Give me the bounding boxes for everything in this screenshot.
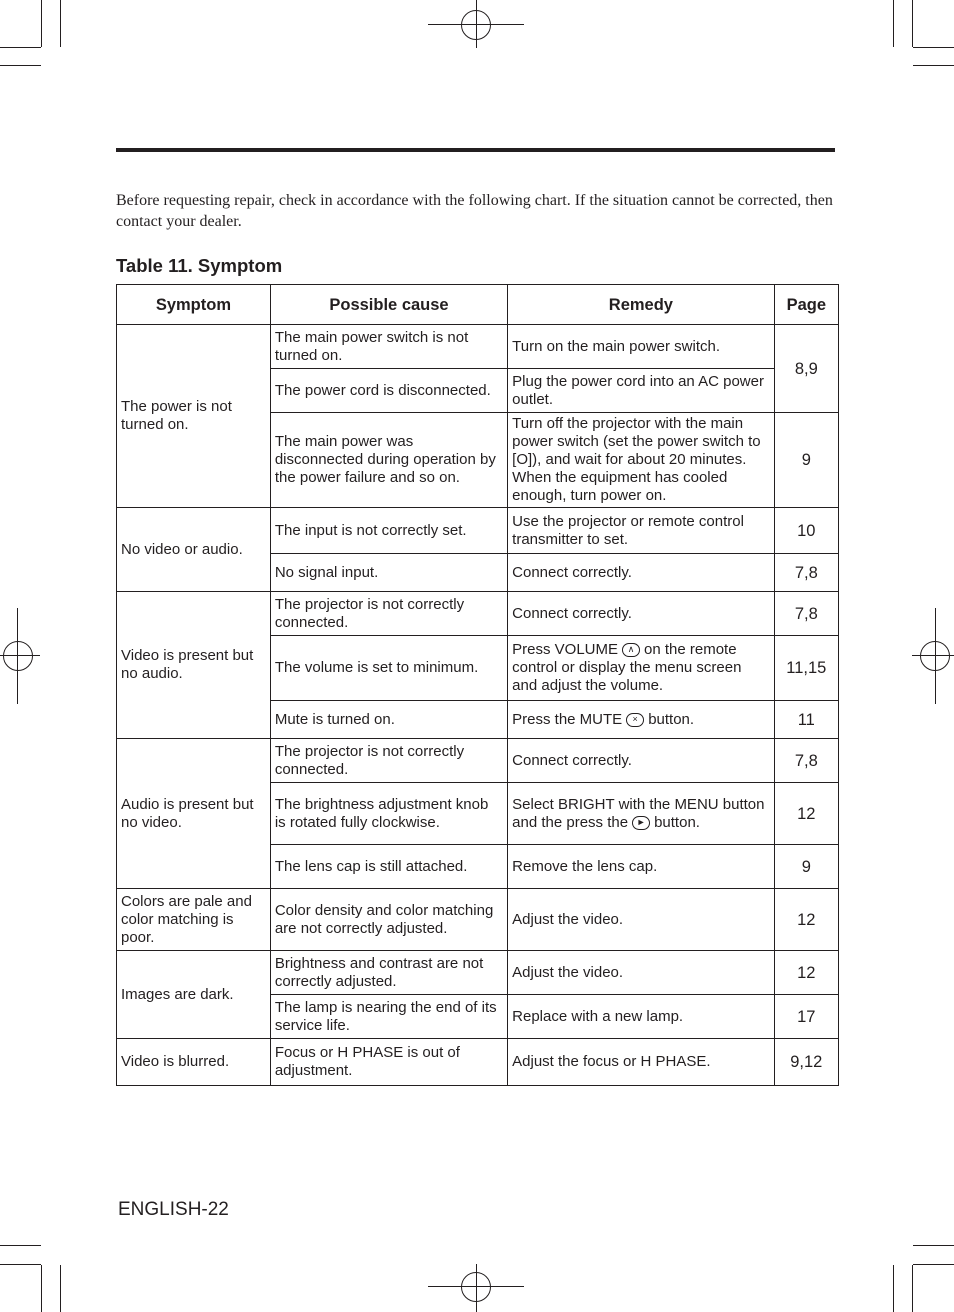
page-cell: 9	[774, 845, 838, 889]
header-remedy: Remedy	[508, 285, 774, 325]
page-cell: 12	[774, 889, 838, 951]
symptom-cell: Colors are pale and color matching is poor.	[117, 889, 271, 951]
cause-cell: No signal input.	[270, 554, 507, 592]
remedy-cell: Connect correctly.	[508, 554, 774, 592]
header-symptom: Symptom	[117, 285, 271, 325]
symptom-cell: The power is not turned on.	[117, 325, 271, 508]
header-page: Page	[774, 285, 838, 325]
remedy-text: Press VOLUME	[512, 641, 619, 658]
cause-cell: The lens cap is still attached.	[270, 845, 507, 889]
page-cell: 8,9	[774, 325, 838, 413]
cause-cell: Color density and color matching are not correctly adjusted.	[270, 889, 507, 951]
page-cell: 7,8	[774, 592, 838, 636]
header-rule	[116, 148, 835, 152]
table-header-row	[117, 285, 839, 325]
remedy-cell: Plug the power cord into an AC power outlet.	[508, 369, 774, 413]
page-cell: 7,8	[774, 554, 838, 592]
cause-cell: Focus or H PHASE is out of adjustment.	[270, 1039, 507, 1086]
table-row	[117, 951, 839, 995]
symptom-cell: Video is present but no audio.	[117, 592, 271, 739]
remedy-text: button.	[648, 710, 695, 728]
mute-button-icon: ×	[626, 713, 644, 727]
page-cell: 12	[774, 951, 838, 995]
table-row	[117, 325, 839, 369]
page-cell: 12	[774, 783, 838, 845]
remedy-cell: Use the projector or remote control transmitter to set.	[508, 508, 774, 554]
page-footer: ENGLISH-22	[118, 1199, 229, 1220]
symptom-cell: Audio is present but no video.	[117, 739, 271, 889]
remedy-cell: Adjust the focus or H PHASE.	[508, 1039, 774, 1086]
page-cell: 9	[774, 413, 838, 508]
remedy-cell: Adjust the video.	[508, 889, 774, 951]
remedy-cell: Adjust the video.	[508, 951, 774, 995]
page-cell: 11	[774, 701, 838, 739]
table-row	[117, 592, 839, 636]
cause-cell: The lamp is nearing the end of its service life.	[270, 995, 507, 1039]
cause-cell: The main power was disconnected during operation by the power failure and so on.	[270, 413, 507, 508]
symptom-table	[116, 284, 839, 1086]
table-row	[117, 508, 839, 554]
cause-cell: The main power switch is not turned on.	[270, 325, 507, 369]
header-cause: Possible cause	[270, 285, 507, 325]
right-arrow-button-icon: ►	[632, 816, 650, 830]
remedy-text: on the remote control or display the menu screen and adjust the volume.	[512, 641, 742, 694]
table-row	[117, 889, 839, 951]
intro-text: Before requesting repair, check in accordance with the following chart. If the situation cannot be corrected, then contact your dealer.	[116, 192, 833, 230]
symptom-cell: Video is blurred.	[117, 1039, 271, 1086]
remedy-cell	[508, 636, 774, 701]
cause-cell: The volume is set to minimum.	[270, 636, 507, 701]
symptom-cell: Images are dark.	[117, 951, 271, 1039]
remedy-text: Press the MUTE	[512, 710, 623, 728]
cause-cell: The input is not correctly set.	[270, 508, 507, 554]
table-caption: Table 11. Symptom	[116, 255, 283, 276]
page-cell: 17	[774, 995, 838, 1039]
remedy-cell	[508, 783, 774, 845]
remedy-cell: Turn on the main power switch.	[508, 325, 774, 369]
page-cell: 9,12	[774, 1039, 838, 1086]
cause-cell: The brightness adjustment knob is rotated fully clockwise.	[270, 783, 507, 845]
table-row	[117, 1039, 839, 1086]
remedy-text: Select BRIGHT with the MENU button and the press the	[512, 795, 765, 831]
cause-cell: Mute is turned on.	[270, 701, 507, 739]
remedy-cell: Turn off the projector with the main power switch (set the power switch to [O]), and wait for about 20 minutes. When the equipment has cooled enough, turn power on.	[508, 413, 774, 508]
cause-cell: The projector is not correctly connected.	[270, 739, 507, 783]
symptom-cell: No video or audio.	[117, 508, 271, 592]
remedy-cell: Connect correctly.	[508, 592, 774, 636]
cause-cell: The projector is not correctly connected.	[270, 592, 507, 636]
remedy-text: button.	[654, 813, 700, 831]
table-row	[117, 739, 839, 783]
page-cell: 11,15	[774, 636, 838, 701]
remedy-cell: Connect correctly.	[508, 739, 774, 783]
page-cell: 7,8	[774, 739, 838, 783]
volume-button-icon: ∧	[622, 643, 640, 657]
cause-cell: The power cord is disconnected.	[270, 369, 507, 413]
remedy-cell	[508, 701, 774, 739]
page-cell: 10	[774, 508, 838, 554]
cause-cell: Brightness and contrast are not correctly adjusted.	[270, 951, 507, 995]
remedy-cell: Remove the lens cap.	[508, 845, 774, 889]
remedy-cell: Replace with a new lamp.	[508, 995, 774, 1039]
